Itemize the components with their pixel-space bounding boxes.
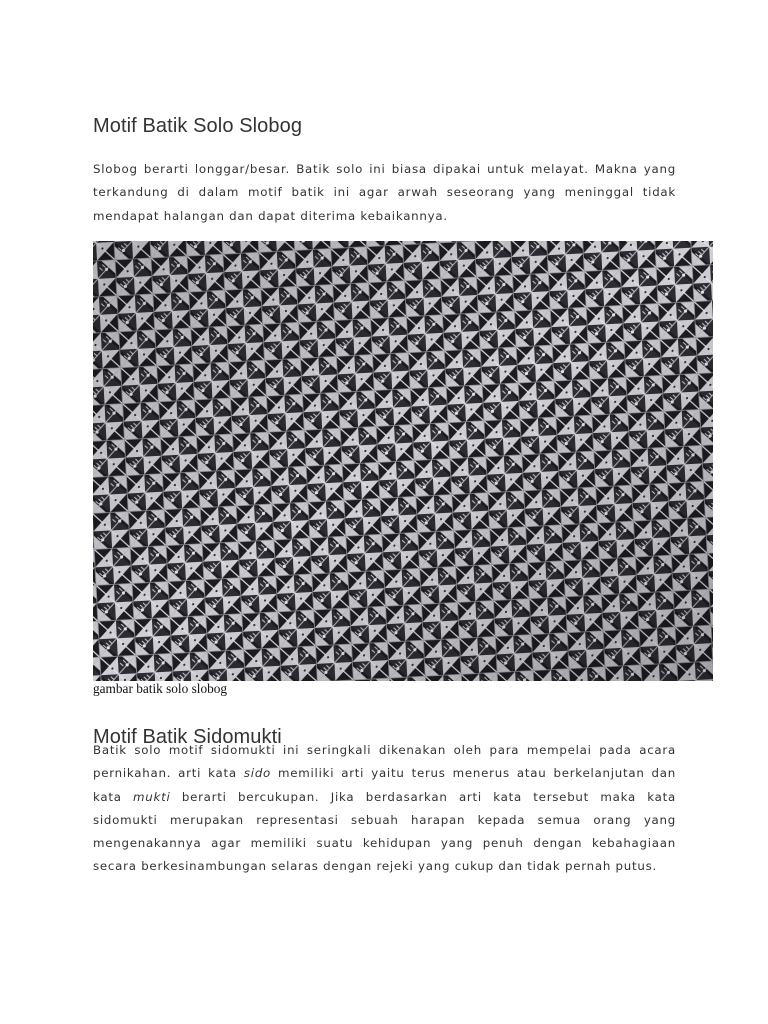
paragraph-sidomukti [93, 739, 676, 879]
section-title-slobog: Motif Batik Solo Slobog [93, 115, 303, 137]
paragraph-slobog-text: Slobog berarti longgar/besar. Batik solo ini biasa dipakai untuk melayat. Makna yang terkandung di dalam motif batik ini agar arwah seseorang yang meninggal tidak mendapat halangan dan dapat diterima kebaikannya. [93, 162, 676, 223]
batik-slobog-image [93, 241, 713, 681]
paragraph-sidomukti-part2: memiliki arti yaitu terus menerus atau berkelanjutan dan kata [93, 766, 676, 804]
image-caption: gambar batik solo slobog [93, 681, 228, 696]
section-title-sidomukti: Motif Batik Sidomukti [93, 726, 282, 748]
italic-word-sido: sido [243, 766, 272, 781]
italic-word-mukti: mukti [133, 789, 171, 804]
paragraph-sidomukti-part3: berarti bercukupan. Jika berdasarkan arti kata tersebut maka kata sidomukti merupakan representasi sebuah harapan kepada semua orang yang mengenakannya agar memiliki suatu kehidupan yang penuh dengan kebahagiaan secara berkesinambungan selaras dengan rejeki yang cukup dan tidak pernah putus. [93, 789, 676, 874]
paragraph-sidomukti-part1: Batik solo motif sidomukti ini seringkali dikenakan oleh para mempelai pada acara pernikahan. arti kata [93, 743, 676, 781]
batik-pattern-graphic [93, 241, 713, 681]
paragraph-slobog [93, 158, 676, 228]
